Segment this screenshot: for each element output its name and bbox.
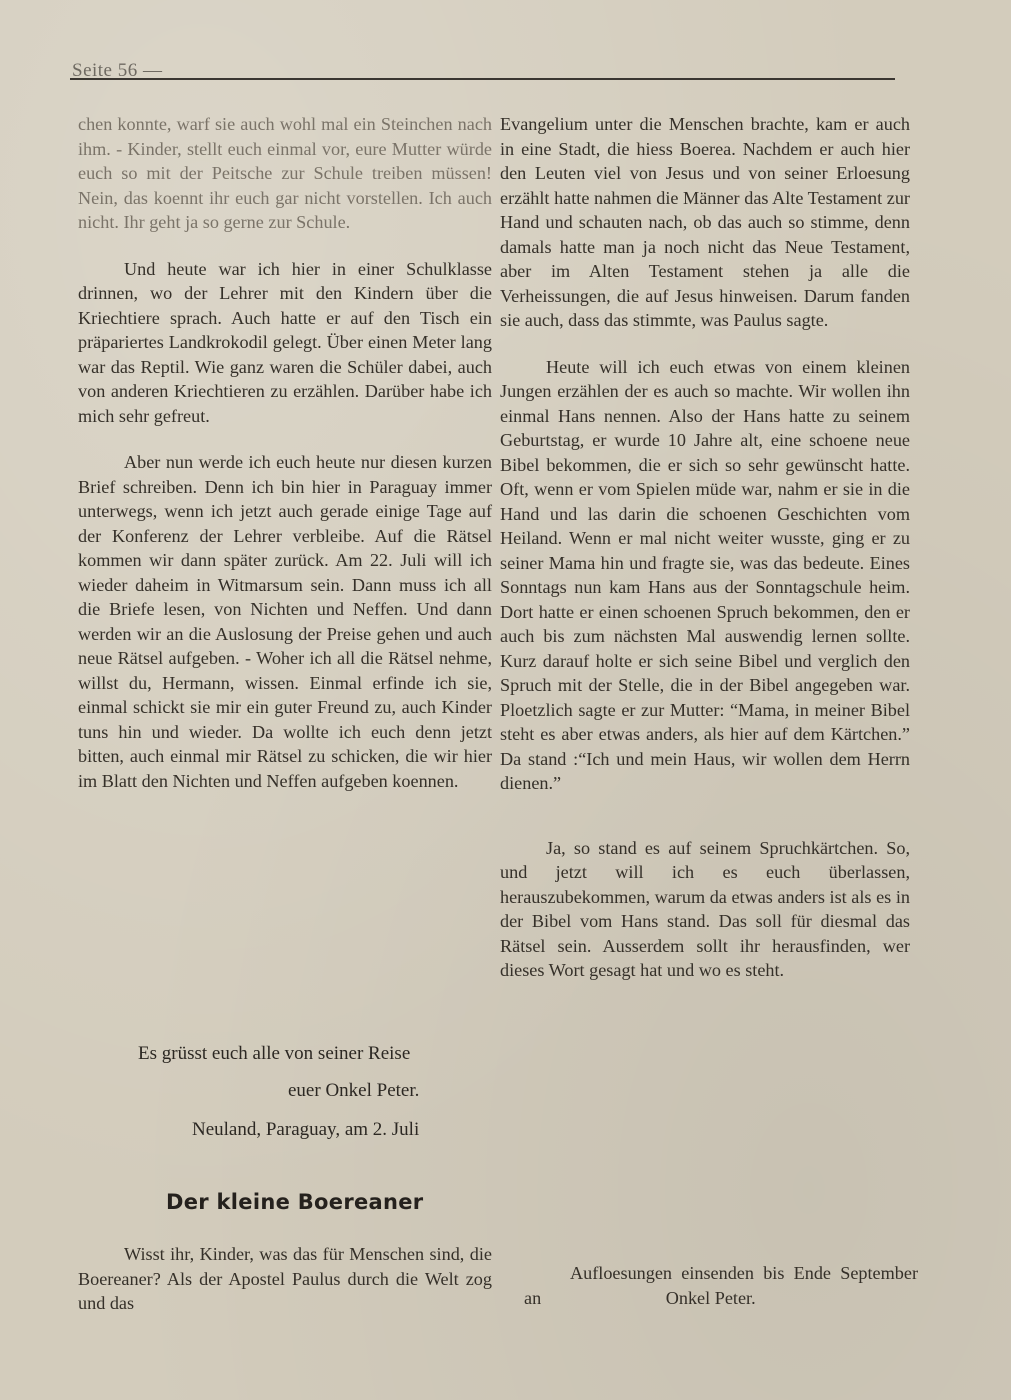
story-start-text: Wisst ihr, Kinder, was das für Menschen sind, die Boereaner? Als der Apostel Paulus durch die Welt zog und das (78, 1244, 492, 1313)
article-heading: Der kleine Boereaner (166, 1190, 424, 1214)
place-date-line: Neuland, Paraguay, am 2. Juli (192, 1119, 420, 1140)
right-column (500, 112, 910, 983)
page-number: Seite 56 — (72, 60, 163, 81)
closing-instruction: Aufloesungen einsenden bis Ende September an (524, 1263, 918, 1308)
signature-line: euer Onkel Peter. (288, 1080, 420, 1101)
closing-text (524, 1261, 918, 1310)
greeting-line: Es grüsst euch alle von seiner Reise (138, 1043, 411, 1064)
closing-block (524, 1261, 918, 1310)
left-paragraph-1: chen konnte, warf sie auch wohl mal ein Steinchen nach ihm. - Kinder, stellt euch einmal vor, eure Mutter würde euch so mit der Peitsche zur Schule treiben müssen! Nein, das koennt ihr euch gar nicht vorstellen. Ich auch nicht. Ihr geht ja so gerne zur Schule. (78, 114, 492, 232)
header-rule (70, 78, 895, 80)
left-paragraph-2: Und heute war ich hier in einer Schulklasse drinnen, wo der Lehrer mit den Kindern über die Kriechtiere sprach. Auch hatte er auf den Tisch ein präpariertes Landkrokodil gelegt. Über einen Meter lang war das Reptil. Wie ganz waren die Schüler dabei, auch von anderen Kriechtieren zu erzählen. Darüber habe ich mich sehr gefreut. (78, 258, 492, 426)
closing-signature: Onkel Peter. (665, 1287, 756, 1308)
left-paragraph-3: Aber nun werde ich euch heute nur diesen kurzen Brief schreiben. Denn ich bin hier in Paraguay immer unterwegs, wenn ich jetzt auch gerade einige Tage auf der Konferenz der Lehrer verbleibe. Auf die Rätsel kommen wir dann später zurück. Am 22. Juli will ich wieder daheim in Witmarsum sein. Dann muss ich all die Briefe lesen, von Nichten und Neffen. Und dann werden wir an die Auslosung der Preise gehen und auch neue Rätsel aufgeben. - Woher ich all die Rätsel nehme, willst du, Hermann, wissen. Einmal erfinde ich sie, einmal schickt sie mir ein guter Freund zu, auch Kinder tuns hin und wieder. Da wollte ich euch denn jetzt bitten, auch einmal mir Rätsel zu schicken, die wir hier im Blatt den Nichten und Neffen aufgeben koennen. (78, 452, 492, 791)
right-paragraph-2: Heute will ich euch etwas von einem kleinen Jungen erzählen der es auch so machte. Wir wollen ihn einmal Hans nennen. Also der Hans hatte zu seinem Geburtstag, er wurde 10 Jahre alt, eine schoene neue Bibel bekommen, die er sich so sehr gewünscht hatte. Oft, wenn er vom Spielen müde war, nahm er sie in die Hand und las darin die schoenen Geschichten vom Heiland. Wenn er mal nicht weiter wusste, ging er zu seiner Mama hin und fragte sie, was das bedeute. Eines Sonntags nun kam Hans aus der Sonntagschule heim. Dort hatte er einen schoenen Spruch bekommen, den er auch bis zum nächsten Mal auswendig lernen sollte. Kurz darauf holte er sich seine Bibel und verglich den Spruch mit der Stelle, die in der Bibel angegeben war. Ploetzlich sagte er zur Mutter: “Mama, in meiner Bibel steht es aber etwas anders, als hier auf dem Kärtchen.” Da stand :“Ich und mein Haus, wir wollen dem Herrn dienen.” (500, 356, 910, 793)
page-header (70, 60, 895, 100)
story-start-paragraph (78, 1242, 492, 1316)
right-paragraph-1: Evangelium unter die Menschen brachte, kam er auch in eine Stadt, die hiess Boerea. Nachdem er auch hier den Leuten viel von Jesus und von seiner Erloesung erzählt hatte nahmen die Männer das Alte Testament zur Hand und schauten nach, ob das auch so stimme, denn damals hatte man ja noch nicht das Neue Testament, aber im Alten Testament stehen ja alle die Verheissungen, die auf Jesus hinweisen. Darum fanden sie auch, dass das stimmte, was Paulus sagte. (500, 114, 910, 330)
right-paragraph-3: Ja, so stand es auf seinem Spruchkärtchen. So, und jetzt will ich es euch überlassen, herauszubekommen, warum da etwas anders ist als es in der Bibel vom Hans stand. Das soll für diesmal das Rätsel sein. Ausserdem sollt ihr herausfinden, wer dieses Wort gesagt hat und wo es steht. (500, 837, 910, 980)
left-column (78, 112, 492, 793)
